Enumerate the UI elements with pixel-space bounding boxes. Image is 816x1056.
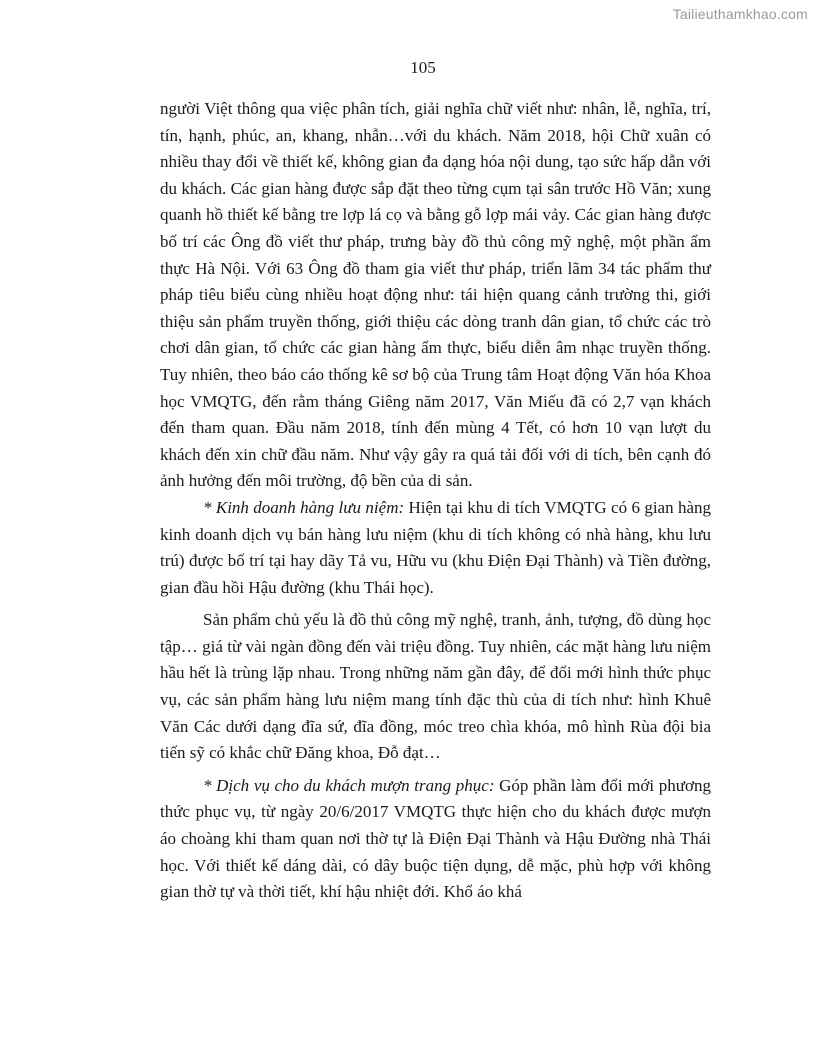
paragraph-products bbox=[160, 607, 711, 767]
paragraph-souvenir-business bbox=[160, 495, 711, 601]
paragraph-text: người Việt thông qua việc phân tích, giải nghĩa chữ viết như: nhân, lễ, nghĩa, trí, tín, hạnh, phúc, an, khang, nhẫn…với du khách. Năm 2018, hội Chữ xuân có nhiều thay đổi về thiết kế, không gian đa dạng hóa nội dung, tạo sức hấp dẫn với du khách. Các gian hàng được sắp đặt theo từng cụm tại sân trước Hồ Văn; xung quanh hồ thiết kế bằng tre lợp lá cọ và bằng gỗ lợp mái vảy. Các gian hàng được bố trí các Ông đồ viết thư pháp, trưng bày đồ thủ công mỹ nghệ, một phần ẩm thực Hà Nội. Với 63 Ông đồ tham gia viết thư pháp, triển lãm 34 tác phẩm thư pháp tiêu biểu cùng nhiều hoạt động như: tái hiện quang cảnh trường thi, giới thiệu sản phẩm truyền thống, giới thiệu các dòng tranh dân gian, tổ chức các trò chơi dân gian, tổ chức các gian hàng ẩm thực, biểu diễn âm nhạc truyền thống. Tuy nhiên, theo báo cáo thống kê sơ bộ của Trung tâm Hoạt động Văn hóa Khoa học VMQTG, đến rằm tháng Giêng năm 2017, Văn Miếu đã có 2,7 vạn khách đến tham quan. Đầu năm 2018, tính đến mùng 4 Tết, có hơn 10 vạn lượt du khách đến xin chữ đầu năm. Như vậy gây ra quá tải đối với di tích, bên cạnh đó ảnh hưởng đến môi trường, độ bền của di sản. bbox=[160, 99, 711, 491]
paragraph-lead: * Dịch vụ cho du khách mượn trang phục: bbox=[203, 775, 495, 795]
watermark: Tailieuthamkhao.com bbox=[672, 6, 808, 22]
paragraph-continuation bbox=[160, 96, 711, 495]
page-number: 105 bbox=[410, 58, 436, 77]
paragraph-lead: * Kinh doanh hàng lưu niệm: bbox=[203, 497, 405, 517]
body-text bbox=[160, 96, 711, 906]
paragraph-text: Sản phẩm chủ yếu là đồ thủ công mỹ nghệ, tranh, ảnh, tượng, đồ dùng học tập… giá từ vài ngàn đồng đến vài triệu đồng. Tuy nhiên, các mặt hàng lưu niệm hầu hết là trùng lặp nhau. Trong những năm gần đây, để đổi mới hình thức phục vụ, các sản phẩm hàng lưu niệm mang tính đặc thù của di tích như: hình Khuê Văn Các dưới dạng đĩa sứ, đĩa đồng, móc treo chìa khóa, mô hình Rùa đội bia tiến sỹ có khắc chữ Đăng khoa, Đỗ đạt… bbox=[160, 610, 711, 763]
paragraph-costume-service bbox=[160, 773, 711, 906]
paragraph-text: Hiện tại khu di tích VMQTG có 6 gian hàng kinh doanh dịch vụ bán hàng lưu niệm (khu di tích không có nhà hàng, khu lưu trú) được bố trí tại hay dãy Tả vu, Hữu vu (khu Điện Đại Thành) và Tiền đường, gian đầu hồi Hậu đường (khu Thái học). bbox=[160, 497, 712, 597]
paragraph-text: Góp phần làm đổi mới phương thức phục vụ, từ ngày 20/6/2017 VMQTG thực hiện cho du khách được mượn áo choàng khi tham quan nơi thờ tự là Điện Đại Thành và Hậu Đường nhà Thái học. Với thiết kế dáng dài, có dây buộc tiện dụng, dễ mặc, phù hợp với không gian thờ tự và thời tiết, khí hậu nhiệt đới. Khổ áo khá bbox=[160, 775, 711, 902]
